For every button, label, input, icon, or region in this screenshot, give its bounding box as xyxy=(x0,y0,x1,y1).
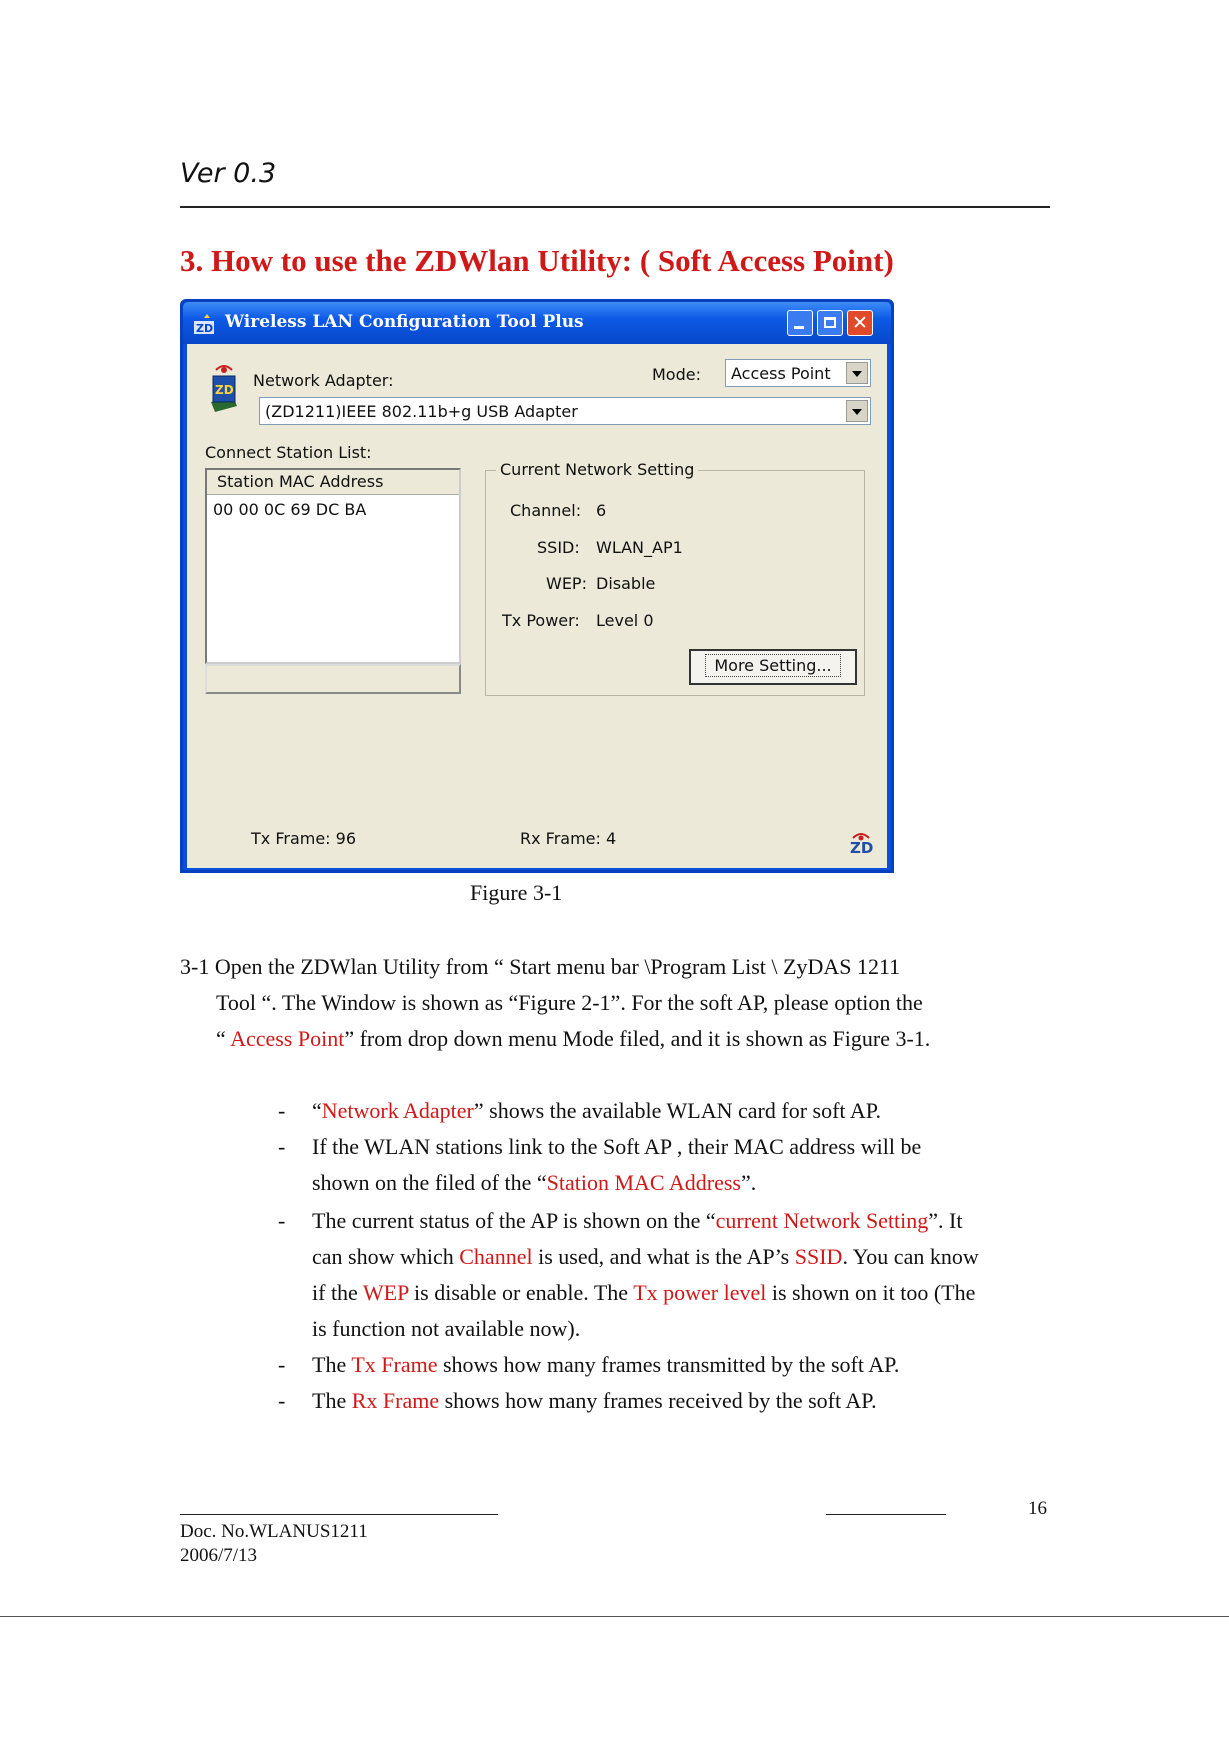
header-rule xyxy=(180,206,1050,208)
more-setting-label: More Setting... xyxy=(705,654,840,677)
doc-date: 2006/7/13 xyxy=(180,1545,258,1566)
bullet-5: The Rx Frame shows how many frames received by the soft AP. xyxy=(312,1388,877,1413)
close-button[interactable] xyxy=(847,310,873,336)
channel-value: 6 xyxy=(596,501,607,520)
rx-frame-label: Rx Frame: 4 xyxy=(520,829,617,848)
svg-text:ZD: ZD xyxy=(215,383,234,397)
intro-line-1: 3-1 Open the ZDWlan Utility from “ Start menu bar \Program List \ ZyDAS 1211 xyxy=(180,954,901,979)
bullet-dash: - xyxy=(278,1208,286,1233)
bullet-dash: - xyxy=(278,1134,286,1159)
intro-line-3: “ Access Point” from drop down menu Mode filed, and it is shown as Figure 3-1. xyxy=(216,1026,931,1051)
bullet-dash: - xyxy=(278,1388,286,1413)
wep-value: Disable xyxy=(596,574,656,593)
chevron-down-icon[interactable] xyxy=(846,400,868,422)
bullet-3-line-2: can show which Channel is used, and what is the AP’s SSID. You can know xyxy=(312,1244,979,1269)
channel-label: Channel: xyxy=(510,501,582,520)
bullet-3-line-3: if the WEP is disable or enable. The Tx power level is shown on it too (The xyxy=(312,1280,976,1305)
adapter-icon xyxy=(201,362,245,414)
svg-text:ZD: ZD xyxy=(196,322,214,335)
station-column-header[interactable] xyxy=(207,470,459,495)
list-scrollbar[interactable] xyxy=(205,664,461,694)
chevron-down-icon[interactable] xyxy=(846,362,868,384)
footer-rule xyxy=(826,1514,946,1515)
more-setting-button[interactable] xyxy=(689,649,857,685)
group-title: Current Network Setting xyxy=(496,460,698,479)
ssid-value: WLAN_AP1 xyxy=(596,538,683,557)
txpower-value: Level 0 xyxy=(596,611,654,630)
ssid-label: SSID: xyxy=(537,538,580,557)
mode-value: Access Point xyxy=(731,364,831,383)
doc-number: Doc. No.WLANUS1211 xyxy=(180,1521,368,1542)
window-title: Wireless LAN Configuration Tool Plus xyxy=(225,312,584,332)
bullet-1: “Network Adapter” shows the available WLAN card for soft AP. xyxy=(312,1098,881,1123)
current-network-setting-group xyxy=(485,460,865,696)
title-bar[interactable] xyxy=(183,302,891,344)
adapter-select[interactable] xyxy=(259,397,871,425)
station-list[interactable] xyxy=(205,468,461,664)
zd-logo-text: ZD xyxy=(850,839,874,857)
station-column-label: Station MAC Address xyxy=(217,472,384,491)
footer-rule xyxy=(180,1514,498,1515)
list-item[interactable]: 00 00 0C 69 DC BA xyxy=(213,500,367,519)
minimize-button[interactable] xyxy=(787,310,813,336)
app-icon xyxy=(193,311,217,335)
page-bottom-rule xyxy=(0,1616,1229,1617)
bullet-3-line-1: The current status of the AP is shown on the “current Network Setting”. It xyxy=(312,1208,963,1233)
maximize-button[interactable] xyxy=(817,310,843,336)
close-icon: ✕ xyxy=(852,312,868,334)
zd-logo-icon xyxy=(847,830,875,858)
network-adapter-label: Network Adapter: xyxy=(253,371,394,390)
station-list-label: Connect Station List: xyxy=(205,443,372,462)
page-number: 16 xyxy=(1028,1498,1047,1519)
bullet-4: The Tx Frame shows how many frames transmitted by the soft AP. xyxy=(312,1352,900,1377)
version-label: Ver 0.3 xyxy=(180,158,277,189)
mode-label: Mode: xyxy=(652,365,701,384)
adapter-value: (ZD1211)IEEE 802.11b+g USB Adapter xyxy=(265,402,578,421)
txpower-label: Tx Power: xyxy=(502,611,580,630)
config-dialog xyxy=(180,299,894,873)
intro-line-2: Tool “. The Window is shown as “Figure 2-1”. For the soft AP, please option the xyxy=(216,990,923,1015)
mode-select[interactable] xyxy=(725,359,871,387)
tx-frame-label: Tx Frame: 96 xyxy=(251,829,357,848)
dialog-client xyxy=(187,344,887,868)
bullet-2-line-1: If the WLAN stations link to the Soft AP , their MAC address will be xyxy=(312,1134,922,1159)
bullet-3-line-4: is function not available now). xyxy=(312,1316,581,1341)
bullet-2-line-2: shown on the filed of the “Station MAC Address”. xyxy=(312,1170,757,1195)
bullet-dash: - xyxy=(278,1098,286,1123)
section-heading: 3. How to use the ZDWlan Utility: ( Soft Access Point) xyxy=(180,243,894,278)
figure-caption: Figure 3-1 xyxy=(470,880,563,905)
bullet-dash: - xyxy=(278,1352,286,1377)
wep-label: WEP: xyxy=(546,574,587,593)
